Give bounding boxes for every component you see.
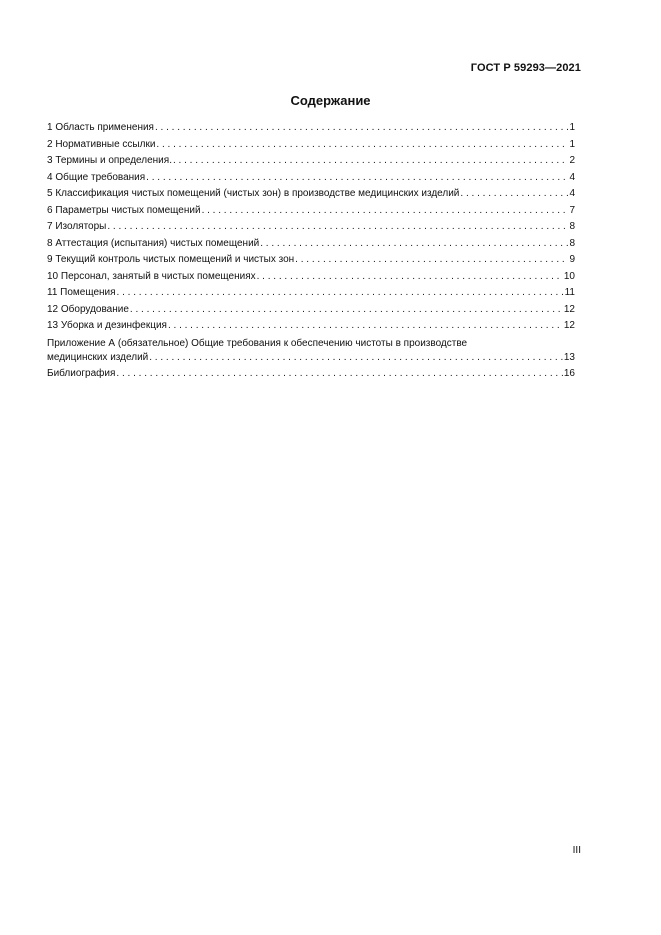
toc-entry-11[interactable]	[47, 285, 575, 302]
toc-entry-page: 11	[564, 287, 575, 298]
toc-entry-page: 12	[563, 320, 575, 331]
toc-entry-10[interactable]	[47, 269, 575, 286]
toc-entry-page: 8	[569, 237, 575, 249]
toc-entry-3[interactable]	[47, 153, 575, 170]
toc-entry-12[interactable]	[47, 302, 575, 319]
toc-entry-13[interactable]	[47, 318, 575, 335]
toc-entry-label: 11 Помещения	[47, 287, 116, 298]
toc-entry-9[interactable]	[47, 252, 575, 269]
toc-entry-7[interactable]	[47, 219, 575, 236]
toc-entry-label: 4 Общие требования	[47, 171, 146, 183]
toc-entry-label: 13 Уборка и дезинфекция	[47, 320, 167, 331]
toc-entry-page: 1	[569, 138, 575, 150]
page-number: III	[572, 845, 581, 856]
toc-entry-appendix-a[interactable]	[47, 335, 575, 367]
toc-entry-2[interactable]	[47, 137, 575, 154]
dot-leader	[460, 186, 568, 203]
toc-entry-label: 10 Персонал, занятый в чистых помещениях	[47, 270, 256, 282]
table-of-contents	[47, 120, 575, 383]
dot-leader	[257, 269, 563, 286]
toc-appendix-line-2: медицинских изделий	[47, 351, 149, 363]
dot-leader	[260, 236, 568, 253]
toc-entry-label: 2 Нормативные ссылки	[47, 138, 156, 150]
dot-leader	[107, 219, 568, 236]
toc-entry-label: 9 Текущий контроль чистых помещений и чистых зон	[47, 254, 295, 265]
toc-entry-label: 6 Параметры чистых помещений	[47, 204, 201, 216]
toc-entry-label: 1 Область применения	[47, 122, 154, 133]
dot-leader	[295, 252, 568, 269]
dot-leader	[117, 285, 564, 302]
dot-leader	[156, 137, 568, 154]
toc-entry-6[interactable]	[47, 203, 575, 220]
document-code: ГОСТ Р 59293—2021	[470, 62, 581, 74]
toc-entry-1[interactable]	[47, 120, 575, 137]
toc-entry-page: 4	[569, 171, 575, 183]
toc-entry-page: 16	[563, 368, 575, 379]
toc-entry-label: Библиография	[47, 368, 116, 379]
dot-leader	[146, 170, 568, 187]
toc-title: Содержание	[290, 93, 371, 108]
toc-entry-5[interactable]	[47, 186, 575, 203]
toc-entry-page: 10	[563, 270, 575, 282]
toc-entry-4[interactable]	[47, 170, 575, 187]
toc-entry-page: 4	[569, 188, 575, 199]
dot-leader	[149, 350, 563, 367]
dot-leader	[155, 120, 568, 137]
toc-entry-page: 9	[569, 254, 575, 265]
toc-entry-label: 12 Оборудование	[47, 303, 129, 315]
toc-entry-page: 1	[569, 122, 575, 133]
dot-leader	[130, 302, 563, 319]
toc-entry-8[interactable]	[47, 236, 575, 253]
toc-entry-page: 12	[563, 303, 575, 315]
toc-entry-page: 2	[569, 155, 575, 166]
dot-leader	[116, 366, 562, 383]
toc-entry-bibliography[interactable]	[47, 366, 575, 383]
toc-entry-label: 8 Аттестация (испытания) чистых помещений	[47, 237, 260, 249]
toc-entry-label: 3 Термины и определения.	[47, 155, 172, 166]
toc-appendix-line-1: Приложение А (обязательное) Общие требования к обеспечению чистоты в производстве	[47, 337, 468, 349]
toc-appendix-line-2-row	[47, 350, 575, 367]
toc-entry-page: 7	[569, 204, 575, 216]
dot-leader	[168, 318, 563, 335]
dot-leader	[173, 153, 568, 170]
toc-entry-page: 13	[563, 351, 575, 363]
toc-entry-label: 7 Изоляторы	[47, 221, 107, 232]
dot-leader	[202, 203, 569, 220]
toc-entry-label: 5 Классификация чистых помещений (чистых зон) в производстве медицинских изделий	[47, 188, 460, 199]
toc-entry-page: 8	[569, 221, 575, 232]
